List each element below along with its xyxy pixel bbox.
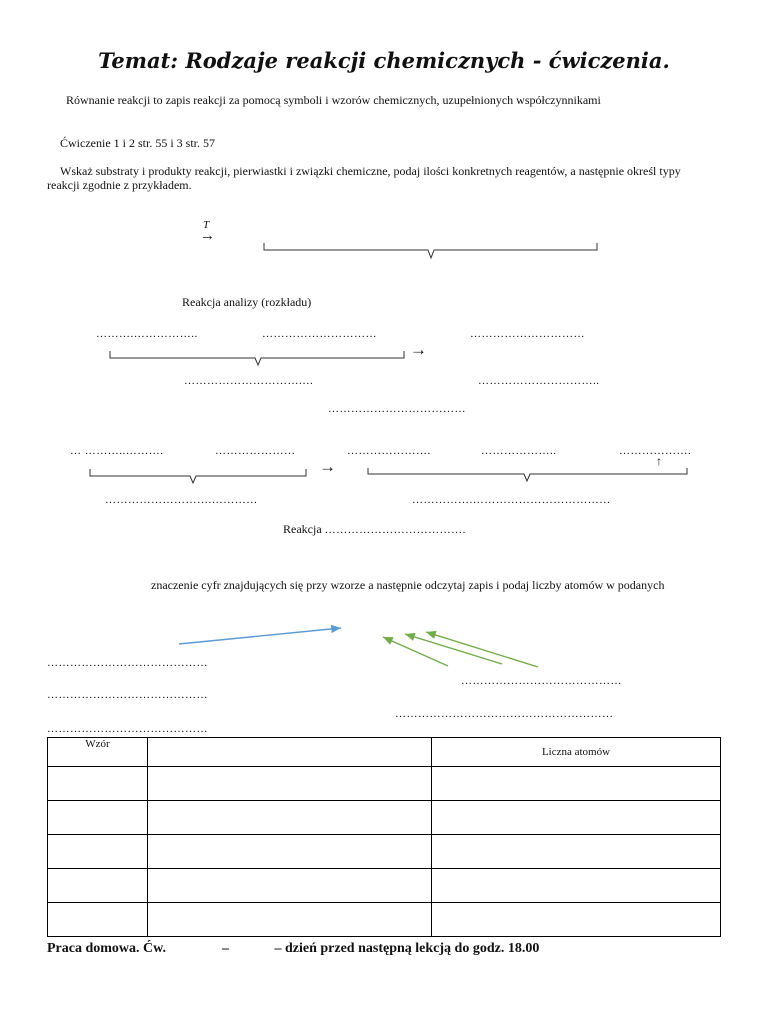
brace-bracket	[368, 468, 687, 481]
green-pointer-arrow	[426, 632, 538, 667]
table-cell[interactable]	[432, 903, 721, 937]
table-header-atoms: Liczna atomów	[432, 738, 721, 767]
table-row	[48, 801, 721, 835]
blank-line: …………………………..	[478, 375, 600, 387]
blank-line: ……………………….…………	[105, 494, 258, 506]
temperature-symbol: T	[203, 219, 210, 231]
table-cell[interactable]	[432, 801, 721, 835]
table-header-blank	[148, 738, 432, 767]
table-cell[interactable]	[148, 835, 432, 869]
blank-line: ………………………….…	[184, 375, 314, 387]
brace-bracket	[90, 469, 306, 483]
blank-line: ………………..	[481, 445, 557, 457]
blue-pointer-arrow	[179, 628, 341, 644]
blank-line: …………….………………………………	[412, 494, 611, 506]
definition-text: Równanie reakcji to zapis reakcji za pomocą symboli i wzorów chemicznych, uzupełnionych współczynnikami	[66, 93, 601, 107]
instruction-line-2: reakcji zgodnie z przykładem.	[47, 178, 192, 192]
brace-bracket	[264, 243, 597, 258]
blank-line: ………………….	[347, 445, 431, 457]
analysis-reaction-label: Reakcja analizy (rozkładu)	[182, 295, 312, 309]
table-cell[interactable]	[432, 869, 721, 903]
table-header-formula: Wzór	[48, 738, 148, 767]
table-cell[interactable]	[148, 903, 432, 937]
blank-line: … ………..……….	[70, 445, 164, 457]
blank-line: ……………………………………	[47, 723, 208, 735]
table-header-row	[48, 738, 721, 767]
table-row	[48, 767, 721, 801]
blank-line: …………………………	[262, 328, 377, 340]
table-row	[48, 835, 721, 869]
homework-note: Praca domowa. Ćw. – – dzień przed następną lekcją do godz. 18.00	[47, 941, 540, 956]
reaction-type-label: Reakcja ……………………………….	[283, 522, 466, 536]
blank-line: …………………………	[470, 328, 585, 340]
table-cell[interactable]	[48, 903, 148, 937]
gas-up-arrow: ↑	[656, 454, 662, 468]
table-row	[48, 903, 721, 937]
blank-line: ……………………………………	[47, 657, 208, 669]
green-pointer-arrow	[383, 637, 448, 666]
instruction-line-1: Wskaż substraty i produkty reakcji, pierwiastki i związki chemiczne, podaj ilości konkretnych reagentów, a następnie określ typy	[60, 164, 681, 178]
atoms-table	[47, 737, 721, 937]
table-cell[interactable]	[48, 801, 148, 835]
blank-line: ……….……………..	[96, 328, 198, 340]
table-cell[interactable]	[148, 767, 432, 801]
indices-instruction: znaczenie cyfr znajdujących się przy wzorze a następnie odczytaj zapis i podaj liczby atomów w podanych	[151, 578, 665, 592]
exercise-reference: Ćwiczenie 1 i 2 str. 55 i 3 str. 57	[60, 136, 215, 150]
blank-line: ……………………………………	[461, 675, 622, 687]
table-cell[interactable]	[148, 869, 432, 903]
blank-line: ………………………………	[328, 403, 466, 415]
table-row	[48, 869, 721, 903]
blank-line: …………………	[215, 445, 296, 457]
blank-line: ……………….	[619, 445, 692, 457]
page-title: Temat: Rodzaje reakcji chemicznych - ćwiczenia.	[98, 48, 670, 73]
table-cell[interactable]	[148, 801, 432, 835]
reaction-arrow-2: →	[410, 340, 427, 359]
blank-line: ……………………………………	[47, 689, 208, 701]
table-cell[interactable]	[432, 835, 721, 869]
blank-line: …………………………………………………	[395, 708, 614, 720]
table-cell[interactable]	[48, 869, 148, 903]
reaction-arrow-1: →	[200, 228, 215, 244]
green-pointer-arrow	[405, 634, 502, 664]
table-cell[interactable]	[48, 835, 148, 869]
table-cell[interactable]	[432, 767, 721, 801]
brace-bracket	[110, 351, 404, 365]
table-cell[interactable]	[48, 767, 148, 801]
reaction-arrow-3: →	[319, 457, 336, 476]
